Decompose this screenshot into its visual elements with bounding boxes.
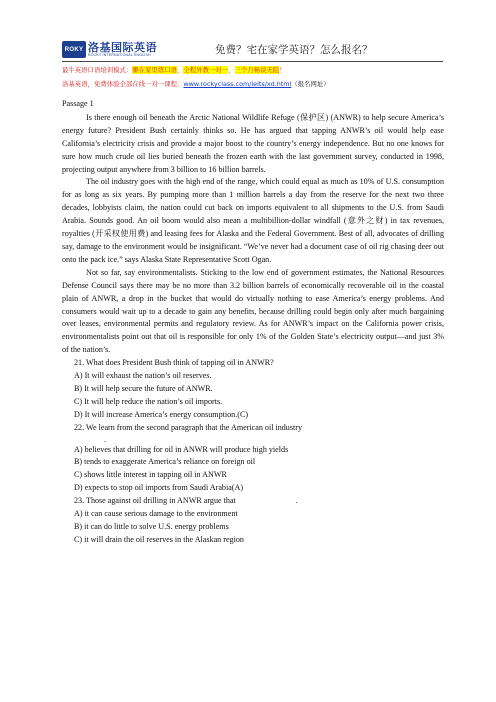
option-21-a: A) It will exhaust the nation’s oil reserves. bbox=[74, 371, 212, 381]
brand-logo bbox=[62, 41, 157, 58]
paragraph-3: Not so far, say environmentalists. Sticking to the low end of government estimates, the National Resources Defense Council says there may be no more than 3.2 billion barrels of economically recoverable oil in the coastal plain of ANWR, a drop in the bucket that would do virtually nothing to ease America’s energy problems. And consumers would wait up to a decade to gain any benefits, because drilling could begin only after much bargaining over leases, environmental permits and regulatory review. As for ANWR’s impact on the California power crisis, environmentalists point out that oil is responsible for only 1% of the Golden State’s electricity output—and just 3% of the nation’s. bbox=[62, 267, 444, 355]
option-21-d: D) It will increase America’s energy consumption.(C) bbox=[74, 409, 249, 419]
option-22-d: D) expects to stop oil imports from Saudi Arabia(A) bbox=[74, 483, 244, 493]
promo-line-1: 最牛英语口语培训模式：懒在家里练口语，全程外教一对一，三个月畅谈无阻！ bbox=[62, 66, 286, 74]
option-22-a: A) believes that drilling for oil in ANWR will produce high yields bbox=[74, 444, 289, 454]
logo-english-name: ROCKY INTERNATIONAL ENGLISH bbox=[88, 52, 151, 57]
paragraph-2: The oil industry goes with the high end of the range, which could equal as much as 10% of U.S. consumption for as long as six years. By pumping more than 1 million barrels a day from the reserve for the next two three decades, lobbyists claim, the nation could cut back on imports equivalent to all shipments to the U.S. from Saudi Arabia. Sounds good. An oil boom would also mean a multibillion-dollar windfall (意外之财) in tax revenues, royalties (开采权使用费) and leasing fees for Alaska and the Federal Government. Best of all, advocates of drilling say, damage to the environment would be insignificant. “We’ve never had a document case of oil rig chasing deer out onto the pack ice.” says Alaska State Representative Scott Ogan. bbox=[62, 177, 444, 264]
option-22-b: B) tends to exaggerate America’s reliance on foreign oil bbox=[74, 457, 256, 467]
highlight-2: 全程外教一对一 bbox=[183, 66, 229, 74]
option-22-c: C) shows little interest in tapping oil in ANWR bbox=[74, 470, 227, 480]
passage-title: Passage 1 bbox=[62, 99, 94, 108]
question-22-end: . bbox=[104, 434, 107, 444]
document-body bbox=[62, 98, 444, 547]
option-23-b: B) it can do little to solve U.S. energy problems bbox=[74, 522, 229, 531]
paragraph-1: Is there enough oil beneath the Arctic National Wildlife Refuge (保护区) (ANWR) to help secure America’s energy future? President Bush certainly thinks so. He has argued that tapping ANWR’s oil would help ease California’s electricity crisis and provide a major boost to the country’s energy independence. But no one knows for sure how much crude oil lies buried beneath the frozen earth with the last government survey, conducted in 1998, projecting output anywhere from 3 billion to 16 billion barrels. bbox=[62, 112, 444, 174]
option-23-c: C) it will drain the oil reserves in the Alaskan region bbox=[74, 534, 244, 544]
logo-badge: ROKY bbox=[62, 41, 86, 58]
option-23-a: A) it can cause serious damage to the environment bbox=[74, 509, 238, 519]
highlight-3: 三个月畅谈无阻 bbox=[234, 66, 280, 74]
logo-chinese-name: 洛基国际英语 bbox=[88, 40, 157, 54]
question-22: 22. We learn from the second paragraph that the American oil industry bbox=[74, 422, 302, 432]
option-21-b: B) It will help secure the future of ANWR. bbox=[74, 383, 213, 393]
header-divider bbox=[62, 61, 443, 62]
promo-line-2: 洛基英语，免费体验全部在线一对一课程：www.rockyclass.com/ielts/xd.html（报名网址） bbox=[62, 80, 330, 88]
header-slogan: 免费？宅在家学英语？怎么报名？ bbox=[215, 44, 373, 56]
question-23: 23. Those against oil drilling in ANWR argue that . bbox=[74, 496, 298, 506]
option-21-c: C) It will help reduce the nation’s oil imports. bbox=[74, 396, 223, 406]
question-21: 21. What does President Bush think of tapping oil in ANWR? bbox=[74, 358, 274, 368]
highlight-1: 懒在家里练口语 bbox=[132, 66, 178, 74]
signup-link[interactable]: www.rockyclass.com/ielts/xd.html bbox=[183, 80, 292, 88]
